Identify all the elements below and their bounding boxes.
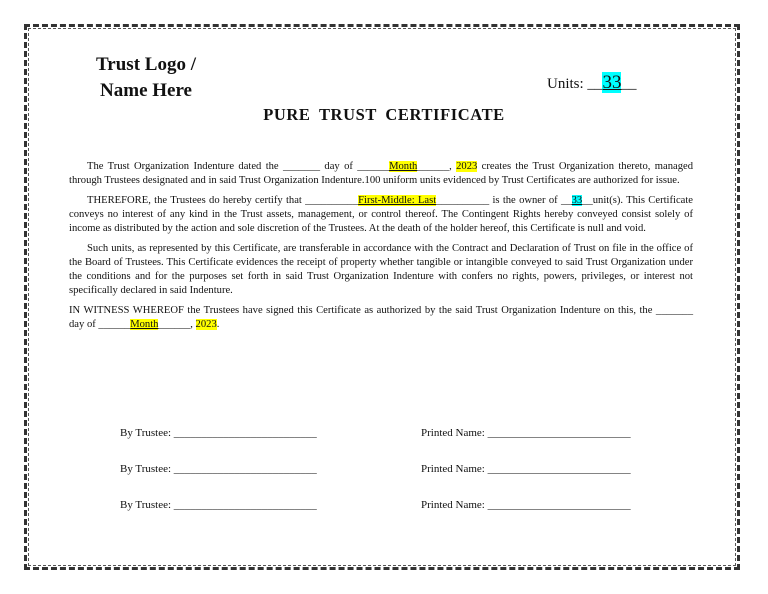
paragraph-therefore [69,194,693,236]
logo-line-1: Trust Logo / [96,54,196,75]
p4-year-field[interactable]: 2023 [195,319,217,330]
printed-name-line[interactable]: Printed Name: __________________________ [421,499,631,511]
units-suffix: __ [621,76,637,92]
holder-name-field[interactable]: First-Middle: Last [358,195,437,206]
p2-text-a: THEREFORE, the Trustees do hereby certify that __________ [87,195,359,206]
printed-name-line[interactable]: Printed Name: __________________________ [421,463,631,475]
p2-text-b: __________ is the owner of __ [436,195,572,206]
p4-text-b: ______, [158,319,196,330]
p1-text-a: The Trust Organization Indenture dated the _______ day of ______ [87,161,390,172]
trustee-signature-line[interactable]: By Trustee: __________________________ [120,463,317,475]
certificate-body [69,160,693,338]
trustee-signature-line[interactable]: By Trustee: __________________________ [120,427,317,439]
signature-row [120,427,660,439]
signature-row [120,499,660,511]
paragraph-indenture [69,160,693,188]
signature-row [120,463,660,475]
p1-text-b: ______, [417,161,457,172]
paragraph-witness [69,304,693,332]
paragraph-transferable: Such units, as represented by this Certificate, are transferable in accordance with the Contract and Declaration of Trust on file in the office of the Board of Trustees. This Certificate evidences the receipt of property whether tangible or intangible conveyed to said Trust Organization under the conditions and for the purposes set forth in said Trust Organization Indenture with confers no rights, powers, privileges, or interest not specifically declared in said Indenture. [69,243,693,296]
p4-text-c: . [216,319,220,330]
trust-logo-placeholder [76,52,216,104]
p1-year-field[interactable]: 2023 [456,161,478,172]
trustee-signature-line[interactable]: By Trustee: __________________________ [120,499,317,511]
p4-text-a: IN WITNESS WHEREOF the Trustees have signed this Certificate as authorized by the said Trust Organization Indenture on this, the _______ day of ______ [69,305,693,330]
p2-text-c: __unit(s). This Certificate conveys no interest of any kind in the Trust assets, management, or control thereof. The Contingent Rights hereby conveyed consist solely of income as distributed by the action and sole discretion of the Trustees. At the death of the holder hereof, this Certificate is null and void. [69,195,694,234]
p1-text-c: creates the Trust Organization thereto, managed through Trustees designated and in said Trust Organization Indenture.100 uniform units evidenced by Trust Certificates are authorized for issue. [69,161,694,186]
p4-month-field[interactable]: Month [130,319,159,330]
logo-line-2: Name Here [100,80,192,101]
units-label: Units: __ [547,76,603,92]
p1-month-field[interactable]: Month [389,161,418,172]
p2-units-field[interactable]: 33 [571,195,583,206]
certificate-title: PURE TRUST CERTIFICATE [263,105,505,124]
units-value[interactable]: 33 [602,72,622,93]
units-field [547,72,636,94]
printed-name-line[interactable]: Printed Name: __________________________ [421,427,631,439]
